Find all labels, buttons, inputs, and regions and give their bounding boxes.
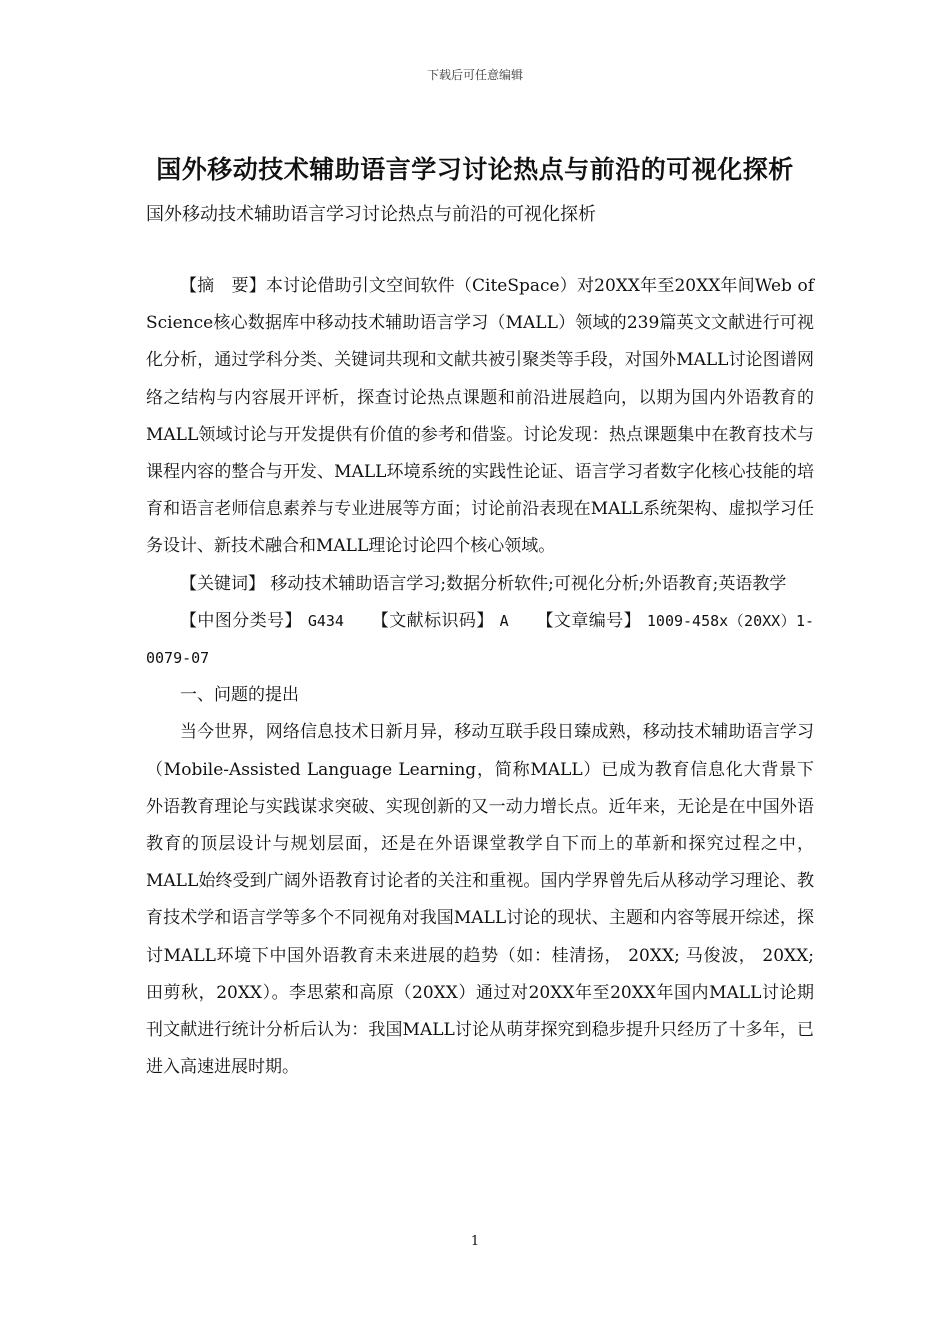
article-number-label: 【文章编号】 bbox=[536, 610, 642, 631]
page-number: 1 bbox=[470, 1234, 480, 1249]
abstract-text: 本讨论借助引文空间软件（CiteSpace）对20XX年至20XX年间Web of Science核心数据库中移动技术辅助语言学习（MALL）领域的239篇英文文献进行可视化分析，通过学科分类、关键词共现和文献共被引聚类等手段，对国外MALL讨论图谱网络之结构与内容展开评析，探查讨论热点课题和前沿进展趋向，以期为国内外语教育的MALL领域讨论与开发提供有价值的参考和借鉴。讨论发现：热点课题集中在教育技术与课程内容的整合与开发、MALL环境系统的实践性论证、语言学习者数字化核心技能的培育和语言老师信息素养与专业进展等方面；讨论前沿表现在MALL系统架构、虚拟学习任务设计、新技术融合和MALL理论讨论四个核心领域。 bbox=[146, 276, 815, 557]
section-paragraph: 当今世界，网络信息技术日新月异，移动互联手段日臻成熟，移动技术辅助语言学习（Mobile-Assisted Language Learning，简称MALL）已成为教育信息化大背景下外语教育理论与实践谋求突破、实现创新的又一动力增长点。近年来，无论是在中国外语教育的顶层设计与规划层面，还是在外语课堂教学自下而上的革新和探究过程之中，MALL始终受到广阔外语教育讨论者的关注和重视。国内学界曾先后从移动学习理论、教育技术学和语言学等多个不同视角对我国MALL讨论的现状、主题和内容等展开综述，探讨MALL环境下中国外语教育未来进展的趋势（如：桂清扬， 20XX; 马俊波， 20XX; 田剪秋，20XX）。李思萦和高原（20XX）通过对20XX年至20XX年国内MALL讨论期刊文献进行统计分析后认为：我国MALL讨论从萌芽探究到稳步提升只经历了十多年，已进入高速进展时期。 bbox=[146, 722, 814, 1078]
document-subtitle: 国外移动技术辅助语言学习讨论热点与前沿的可视化探析 bbox=[146, 204, 596, 225]
keywords-paragraph bbox=[146, 566, 814, 603]
classification-paragraph bbox=[146, 603, 814, 677]
document-body bbox=[146, 268, 814, 1086]
clc-value: G434 bbox=[307, 611, 344, 630]
page-header-note: 下载后可任意编辑 bbox=[426, 68, 523, 82]
keywords-text: 移动技术辅助语言学习;数据分析软件;可视化分析;外语教育;英语教学 bbox=[270, 573, 787, 594]
section-heading: 一、问题的提出 bbox=[180, 685, 299, 706]
abstract-label: 【摘 要】 bbox=[180, 276, 266, 296]
keywords-label: 【关键词】 bbox=[180, 573, 265, 594]
doc-code-value: A bbox=[499, 611, 509, 630]
doc-code-label: 【文献标识码】 bbox=[371, 610, 494, 631]
clc-label: 【中图分类号】 bbox=[180, 610, 302, 631]
article-number-value: 1009-458x（20XX）1-0079-07 bbox=[146, 611, 815, 668]
abstract-paragraph bbox=[146, 268, 814, 566]
document-title: 国外移动技术辅助语言学习讨论热点与前沿的可视化探析 bbox=[156, 155, 794, 184]
